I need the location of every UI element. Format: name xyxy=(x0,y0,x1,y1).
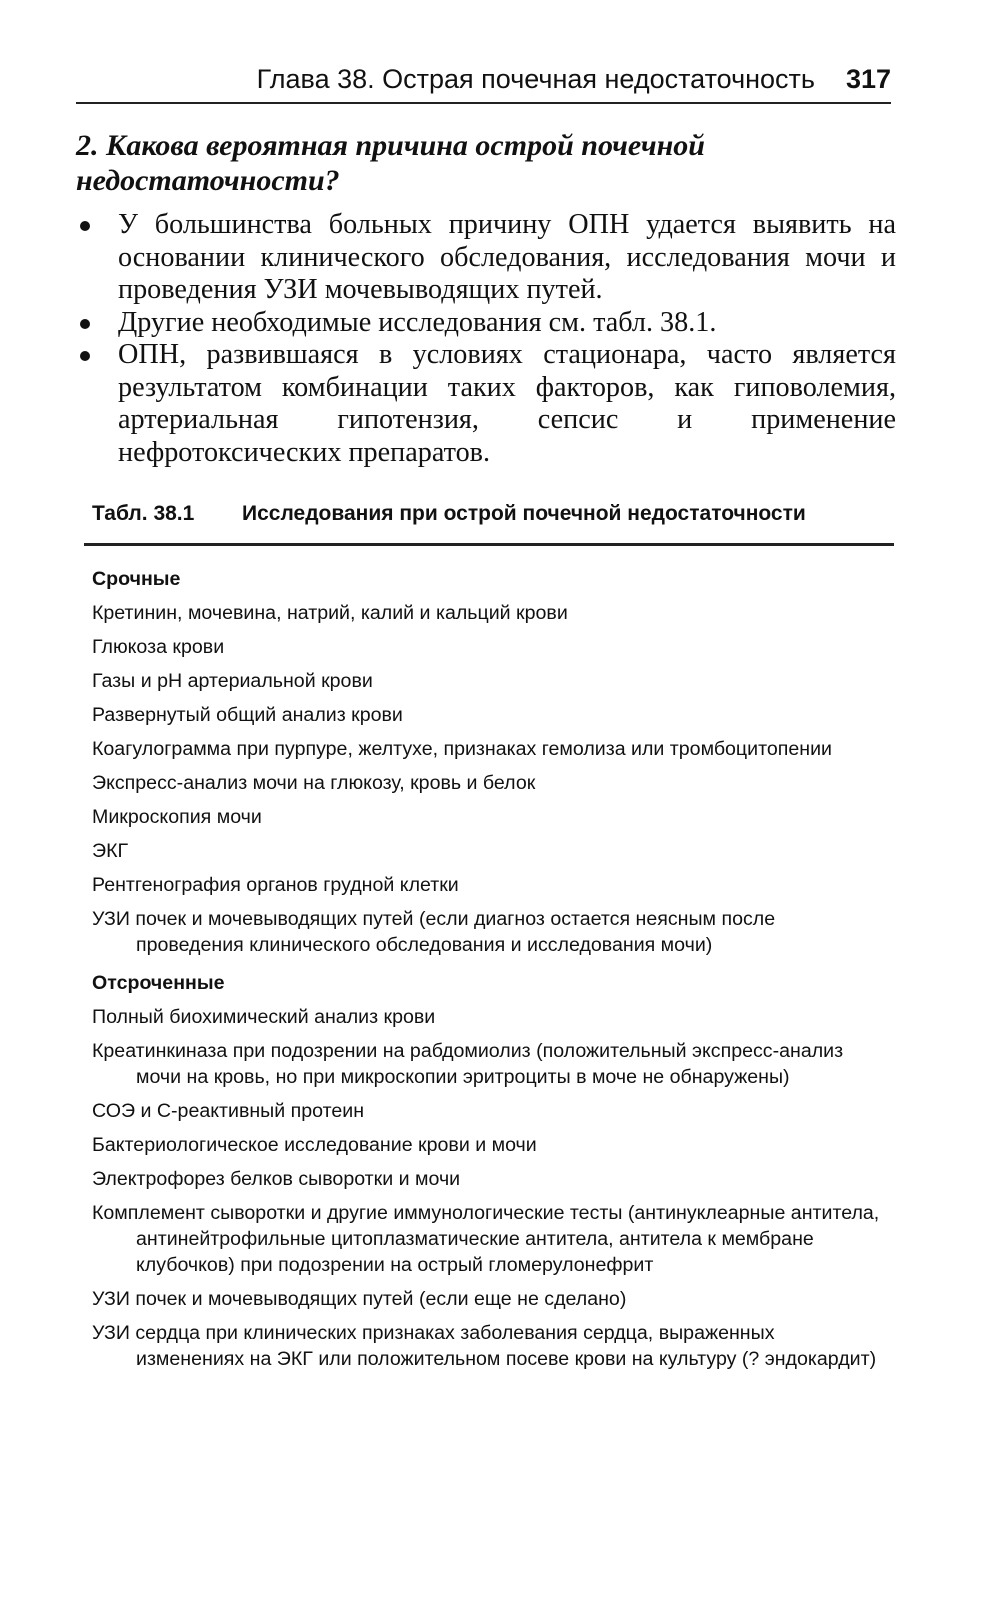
table-row: Развернутый общий анализ крови xyxy=(92,704,403,726)
table-row: Кретинин, мочевина, натрий, калий и кальций крови xyxy=(92,602,568,624)
table-rule-divider xyxy=(84,543,894,546)
bullet-icon xyxy=(80,351,90,361)
table-row: СОЭ и С-реактивный протеин xyxy=(92,1100,365,1122)
bullet-icon xyxy=(80,319,90,329)
bullet-item xyxy=(76,307,896,340)
answer-bullet-list xyxy=(76,209,896,469)
table-row: Газы и pH артериальной крови xyxy=(92,670,373,692)
table-body xyxy=(92,566,882,1380)
table-row: Микроскопия мочи xyxy=(92,806,262,828)
table-row: ЭКГ xyxy=(92,840,129,862)
chapter-title: Глава 38. Острая почечная недостаточность xyxy=(256,64,815,94)
table-row: Креатинкиназа при подозрении на рабдомиолиз (положительный экспресс-анализ мочи на кровь, но при микроскопии эритроциты в моче не обнаружены) xyxy=(92,1040,844,1088)
table-row: Глюкоза крови xyxy=(92,636,225,658)
table-caption: Исследования при острой почечной недостаточности xyxy=(242,502,806,525)
section-heading-deferred: Отсроченные xyxy=(92,972,225,994)
bullet-icon xyxy=(80,221,90,231)
bullet-text: ОПН, развившаяся в условиях стационара, часто является результатом комбинации таких факторов, как гиповолемия, артериальная гипотензия, сепсис и применение нефротоксических препаратов. xyxy=(118,339,896,468)
question-heading: 2. Какова вероятная причина острой почечной недостаточности? xyxy=(76,129,705,197)
table-row: УЗИ сердца при клинических признаках заболевания сердца, выраженных изменениях на ЭКГ или положительном посеве крови на культуру (? эндокардит) xyxy=(92,1322,877,1370)
bullet-item xyxy=(76,339,896,469)
table-row: Комплемент сыворотки и другие иммунологические тесты (антинуклеарные антитела, антинейтрофильные цитоплазматические антитела, антитела к мембране клубочков) при подозрении на острый гломерулонефрит xyxy=(92,1202,880,1276)
table-row: Рентгенография органов грудной клетки xyxy=(92,874,459,896)
bullet-text: У большинства больных причину ОПН удается выявить на основании клинического обследования, исследования мочи и проведения УЗИ мочевыводящих путей. xyxy=(118,209,896,305)
section-heading-urgent: Срочные xyxy=(92,568,181,590)
table-row: Экспресс-анализ мочи на глюкозу, кровь и белок xyxy=(92,772,536,794)
table-row: Электрофорез белков сыворотки и мочи xyxy=(92,1168,461,1190)
bullet-text: Другие необходимые исследования см. табл. 38.1. xyxy=(118,306,717,338)
table-row: УЗИ почек и мочевыводящих путей (если еще не сделано) xyxy=(92,1288,627,1310)
table-number: Табл. 38.1 xyxy=(92,502,195,525)
page-number: 317 xyxy=(845,64,891,94)
table-row: УЗИ почек и мочевыводящих путей (если диагноз остается неясным после проведения клинического обследования и исследования мочи) xyxy=(92,908,776,956)
bullet-item xyxy=(76,209,896,307)
table-row: Бактериологическое исследование крови и мочи xyxy=(92,1134,537,1156)
table-row: Полный биохимический анализ крови xyxy=(92,1006,436,1028)
page-header xyxy=(76,58,891,104)
table-row: Коагулограмма при пурпуре, желтухе, признаках гемолиза или тромбоцитопении xyxy=(92,738,832,760)
